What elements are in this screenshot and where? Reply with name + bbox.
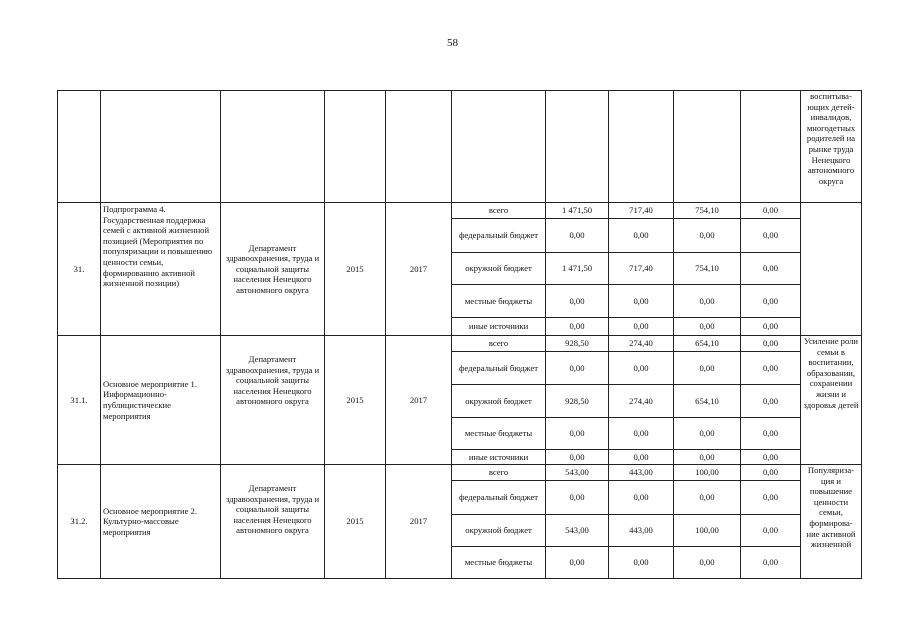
end-year-cell (386, 91, 452, 203)
start-year-cell (325, 91, 386, 203)
end-year-cell: 2017 (386, 336, 452, 465)
total-cell (546, 91, 609, 203)
year-2016-cell: 754,10 (674, 203, 741, 219)
total-cell: 0,00 (546, 318, 609, 336)
number-cell (58, 91, 101, 203)
table-body (58, 91, 862, 579)
year-2015-cell (609, 91, 674, 203)
end-year-cell: 2017 (386, 465, 452, 579)
name-cell (101, 91, 221, 203)
year-2015-cell: 274,40 (609, 385, 674, 418)
executor-cell (221, 91, 325, 203)
year-2017-cell: 0,00 (741, 418, 801, 450)
source-cell: местные бюджеты (452, 285, 546, 318)
number-cell: 31.2. (58, 465, 101, 579)
total-cell: 0,00 (546, 547, 609, 579)
end-year-cell: 2017 (386, 203, 452, 336)
year-2016-cell: 100,00 (674, 515, 741, 547)
source-cell: федеральный бюджет (452, 481, 546, 515)
year-2017-cell: 0,00 (741, 253, 801, 285)
year-2016-cell: 0,00 (674, 285, 741, 318)
executor-cell: Департамент здравоохранения, труда и социальной защиты населения Ненецкого автономного округа (221, 336, 325, 465)
source-cell: окружной бюджет (452, 515, 546, 547)
result-cell: воспитыва-ющих детей-инвалидов, многодетных родителей на рынке труда Ненецкого автономного округа (801, 91, 862, 203)
executor-cell: Департамент здравоохранения, труда и социальной защиты населения Ненецкого автономного округа (221, 203, 325, 336)
year-2017-cell: 0,00 (741, 318, 801, 336)
total-cell: 0,00 (546, 418, 609, 450)
year-2017-cell: 0,00 (741, 352, 801, 385)
total-cell: 543,00 (546, 465, 609, 481)
year-2016-cell: 0,00 (674, 481, 741, 515)
number-cell: 31.1. (58, 336, 101, 465)
total-cell: 0,00 (546, 285, 609, 318)
year-2015-cell: 717,40 (609, 203, 674, 219)
year-2017-cell (741, 91, 801, 203)
table-row (58, 203, 862, 219)
year-2015-cell: 717,40 (609, 253, 674, 285)
continuation-row (58, 91, 862, 203)
source-cell: всего (452, 336, 546, 352)
year-2015-cell: 0,00 (609, 450, 674, 465)
total-cell: 0,00 (546, 450, 609, 465)
year-2015-cell: 0,00 (609, 418, 674, 450)
total-cell: 543,00 (546, 515, 609, 547)
year-2016-cell: 0,00 (674, 219, 741, 253)
year-2016-cell: 654,10 (674, 336, 741, 352)
source-cell: местные бюджеты (452, 547, 546, 579)
year-2017-cell: 0,00 (741, 515, 801, 547)
start-year-cell: 2015 (325, 465, 386, 579)
year-2015-cell: 443,00 (609, 465, 674, 481)
source-cell: иные источники (452, 450, 546, 465)
start-year-cell: 2015 (325, 203, 386, 336)
source-cell: местные бюджеты (452, 418, 546, 450)
total-cell: 928,50 (546, 336, 609, 352)
total-cell: 928,50 (546, 385, 609, 418)
year-2016-cell: 0,00 (674, 318, 741, 336)
year-2017-cell: 0,00 (741, 285, 801, 318)
result-cell: Популяриза-ция и повышение ценности семьи, формирова-ние активной жизненной (801, 465, 862, 579)
total-cell: 0,00 (546, 219, 609, 253)
source-cell: всего (452, 465, 546, 481)
total-cell: 0,00 (546, 352, 609, 385)
number-cell: 31. (58, 203, 101, 336)
year-2016-cell (674, 91, 741, 203)
year-2015-cell: 0,00 (609, 352, 674, 385)
total-cell: 1 471,50 (546, 203, 609, 219)
source-cell: окружной бюджет (452, 385, 546, 418)
source-cell: всего (452, 203, 546, 219)
total-cell: 0,00 (546, 481, 609, 515)
year-2016-cell: 0,00 (674, 450, 741, 465)
year-2016-cell: 654,10 (674, 385, 741, 418)
year-2015-cell: 0,00 (609, 285, 674, 318)
result-cell: Усиление роли семьи в воспитании, образовании, сохранении жизни и здоровья детей (801, 336, 862, 465)
start-year-cell: 2015 (325, 336, 386, 465)
page-number: 58 (447, 37, 458, 49)
year-2017-cell: 0,00 (741, 481, 801, 515)
year-2016-cell: 0,00 (674, 418, 741, 450)
year-2017-cell: 0,00 (741, 203, 801, 219)
result-cell (801, 203, 862, 336)
program-table (57, 90, 862, 579)
year-2015-cell: 0,00 (609, 547, 674, 579)
name-cell: Основное мероприятие 2. Культурно-массовые мероприятия (101, 465, 221, 579)
year-2017-cell: 0,00 (741, 465, 801, 481)
year-2016-cell: 0,00 (674, 352, 741, 385)
source-cell: федеральный бюджет (452, 352, 546, 385)
year-2015-cell: 0,00 (609, 318, 674, 336)
source-cell: иные источники (452, 318, 546, 336)
year-2017-cell: 0,00 (741, 219, 801, 253)
total-cell: 1 471,50 (546, 253, 609, 285)
year-2015-cell: 274,40 (609, 336, 674, 352)
year-2017-cell: 0,00 (741, 336, 801, 352)
name-cell: Основное мероприятие 1. Информационно-публицистические мероприятия (101, 336, 221, 465)
year-2016-cell: 100,00 (674, 465, 741, 481)
source-cell: окружной бюджет (452, 253, 546, 285)
table-row (58, 465, 862, 481)
year-2017-cell: 0,00 (741, 385, 801, 418)
year-2017-cell: 0,00 (741, 450, 801, 465)
year-2016-cell: 0,00 (674, 547, 741, 579)
table-row (58, 336, 862, 352)
year-2016-cell: 754,10 (674, 253, 741, 285)
year-2015-cell: 443,00 (609, 515, 674, 547)
executor-cell: Департамент здравоохранения, труда и социальной защиты населения Ненецкого автономного округа (221, 465, 325, 579)
year-2015-cell: 0,00 (609, 481, 674, 515)
year-2017-cell: 0,00 (741, 547, 801, 579)
name-cell: Подпрограмма 4. Государственная поддержка семей с активной жизненной позицией (Мероприятия по популяризации и повышению ценности семьи, формированию активной жизненной позиции) (101, 203, 221, 336)
source-cell: федеральный бюджет (452, 219, 546, 253)
source-cell (452, 91, 546, 203)
year-2015-cell: 0,00 (609, 219, 674, 253)
